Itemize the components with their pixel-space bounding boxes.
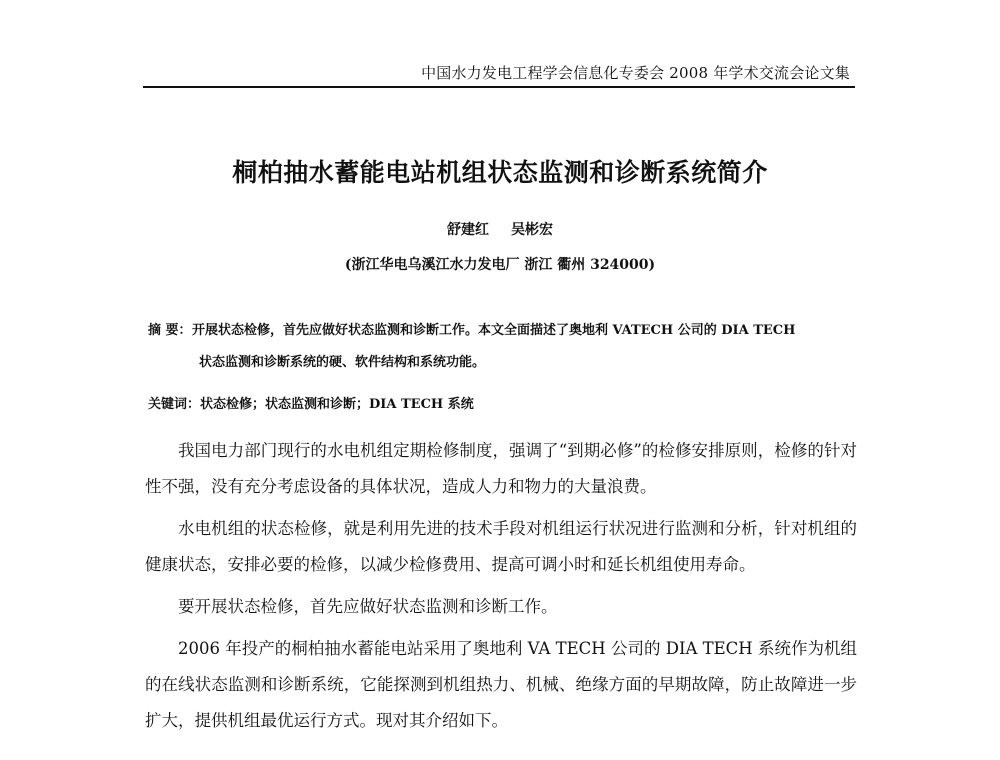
- body-paragraph: 水电机组的状态检修，就是利用先进的技术手段对机组运行状况进行监测和分析，针对机组的健康状态，安排必要的检修，以减少检修费用、提高可调小时和延长机组使用寿命。: [145, 519, 857, 574]
- author-name: 吴彬宏: [511, 222, 553, 238]
- keywords-text: 状态检修；状态监测和诊断；DIA TECH 系统: [200, 397, 474, 412]
- abstract-text: 开展状态检修，首先应做好状态监测和诊断工作。本文全面描述了奥地利 VATECH 公司的 DIA TECH: [192, 323, 796, 338]
- abstract-text-continued: 状态监测和诊断系统的硬、软件结构和系统功能。: [199, 355, 486, 370]
- header-rule: [143, 86, 855, 88]
- abstract-label: 摘 要：: [148, 323, 192, 338]
- paper-title: 桐柏抽水蓄能电站机组状态监测和诊断系统简介: [232, 158, 768, 187]
- keywords-label: 关键词：: [148, 397, 201, 412]
- body-paragraph: 我国电力部门现行的水电机组定期检修制度，强调了“到期必修”的检修安排原则，检修的针对性不强，没有充分考虑设备的具体状况，造成人力和物力的大量浪费。: [145, 441, 857, 496]
- affiliation: (浙江华电乌溪江水力发电厂 浙江 衢州 324000): [344, 257, 656, 273]
- keywords: [148, 393, 848, 412]
- running-header: 中国水力发电工程学会信息化专委会 2008 年学术交流会论文集: [421, 64, 850, 82]
- author-list: [0, 219, 1000, 239]
- body-paragraph: 2006 年投产的桐柏抽水蓄能电站采用了奥地利 VA TECH 公司的 DIA TECH 系统作为机组的在线状态监测和诊断系统，它能探测到机组热力、机械、绝缘方面的早期故障，防止故障进一步扩大，提供机组最优运行方式。现对其介绍如下。: [145, 639, 857, 730]
- author-name: 舒建红: [447, 222, 489, 238]
- abstract: [148, 315, 848, 379]
- body-paragraph: 要开展状态检修，首先应做好状态监测和诊断工作。: [178, 597, 558, 616]
- body-text: [145, 433, 857, 745]
